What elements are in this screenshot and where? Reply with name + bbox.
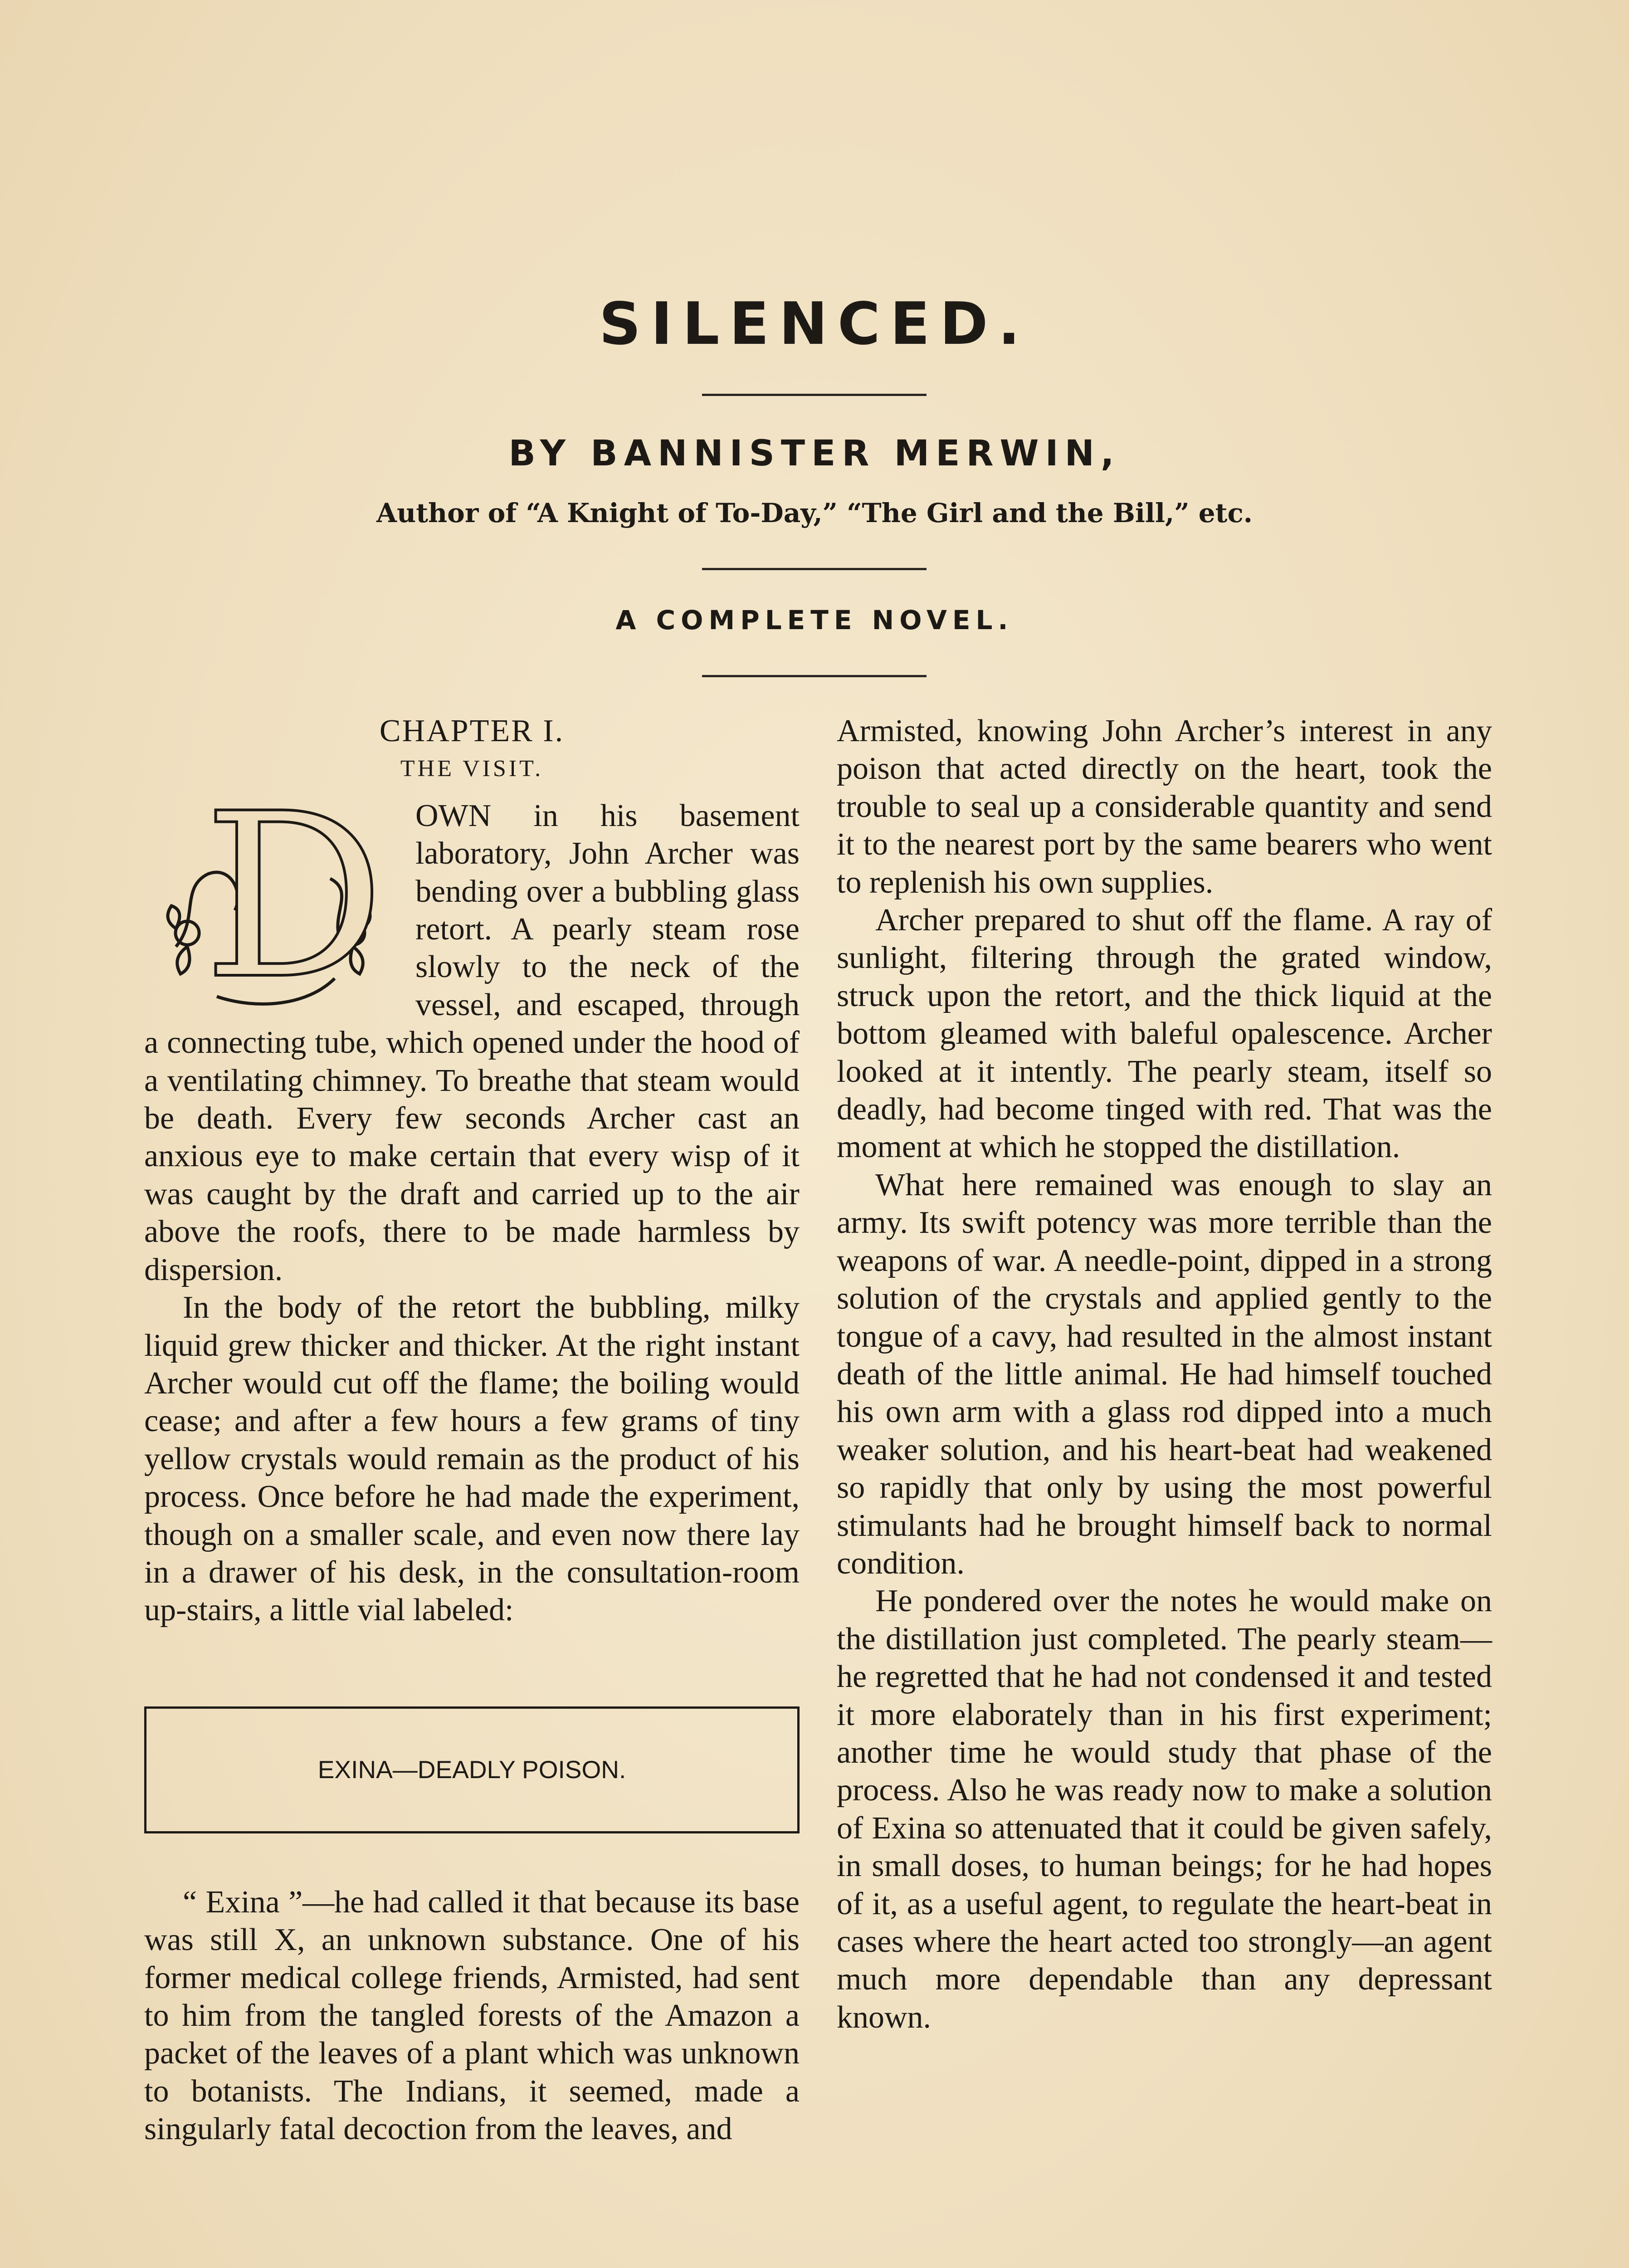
left-column [144,712,800,2148]
vial-label-text: EXINA—DEADLY POISON. [317,1755,626,1784]
story-title: SILENCED. [599,290,1030,358]
novel-label: A COMPLETE NOVEL. [615,605,1014,635]
right-column [837,712,1492,2036]
chapter-subheading: THE VISIT. [400,756,544,782]
paragraph: OWN in his basement laboratory, John Archer was bending over a bubbling glass retort. A pearly steam rose slowly to the neck of the vessel, and escaped, through a connecting tube, which opened under the hood of a ventilating chimney. To breathe that steam would be death. Every few seconds Archer cast an anxious eye to make certain that every wisp of it was caught by the draft and carried up to the air above the roofs, there to be made harmless by dispersion. [144,798,800,1287]
paragraph: Archer prepared to shut off the flame. A ray of sunlight, filtering through the grated window, struck upon the retort, and the thick liquid at the bottom gleamed with baleful opalescence. Archer looked at it intently. The pearly steam, itself so deadly, had become tinged with red. That was the moment at which he stopped the distillation. [837,903,1492,1165]
paragraph: “ Exina ”—he had called it that because its base was still X, an unknown substance. One of his former medical college friends, Armisted, had sent to him from the tangled forests of the Amazon a packet of the leaves of a plant which was unknown to botanists. The Indians, it seemed, made a singularly fatal decoction from the leaves, and [144,1884,800,2147]
chapter-heading: CHAPTER I. [379,714,565,748]
paragraph: In the body of the retort the bubbling, milky liquid grew thicker and thicker. At the right instant Archer would cut off the flame; the boiling would cease; and after a few hours a few grams of tiny yellow crystals would remain as the product of his process. Once before he had made the experiment, though on a smaller scale, and even now there lay in a drawer of his desk, in the consultation-room up-stairs, a little vial labeled: [144,1290,800,1628]
author-credits: Author of “A Knight of To-Day,” “The Girl and the Bill,” etc. [376,498,1253,528]
paragraph: What here remained was enough to slay an army. Its swift potency was more terrible than the weapons of war. A needle-point, dipped in a strong solution of the crystals and applied gently to the tongue of a cavy, had resulted in the almost instant death of the little animal. He had himself touched his own arm with a glass rod dipped into a much weaker solution, and his heart-beat had weakened so rapidly that only by using the most powerful stimulants had he brought himself back to normal condition. [837,1167,1492,1581]
paragraph: He pondered over the notes he would make on the distillation just completed. The pearly steam—he regretted that he had not condensed it and tested it more elaborately than in his first experiment; another time he would study that phase of the process. Also he was ready now to make a solution of Exina so attenuated that it could be given safely, in small doses, to human beings; for he had hopes of it, as a useful agent, to regulate the heart-beat in cases where the heart acted too strongly—an agent much more dependable than any depressant known. [837,1584,1492,2035]
ornamental-initial [144,764,407,1029]
byline: BY BANNISTER MERWIN, [508,433,1121,474]
divider [702,675,927,677]
dropcap-letter: D [203,764,385,1029]
divider [702,394,927,396]
paragraph: Armisted, knowing John Archer’s interest in any poison that acted directly on the heart, took the trouble to seal up a considerable quantity and send it to the nearest port by the same bearers who went to replenish his own supplies. [837,714,1492,900]
vial-label-box [144,1706,800,1833]
divider [702,568,927,570]
